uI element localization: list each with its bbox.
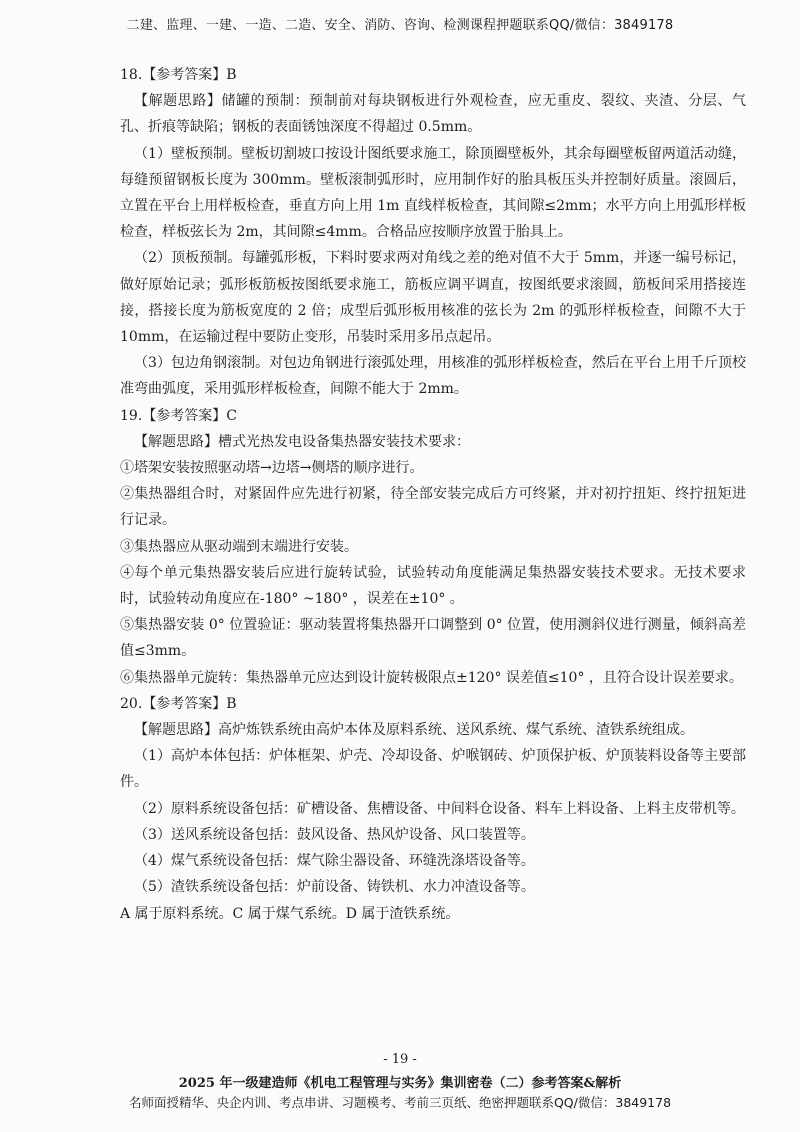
answer-19-item-4: ④每个单元集热器安装后应进行旋转试验，试验转动角度能满足集热器安装技术要求。无技术要求时，试验转动角度应在-180° ~180° ，误差在±10° 。 [120, 564, 746, 608]
answer-19-item-1: ①塔架安装按照驱动塔→边塔→侧塔的顺序进行。 [120, 460, 424, 477]
answer-20-item-2: （2）原料系统设备包括：矿槽设备、焦槽设备、中间料仓设备、料车上料设备、上料主皮带机等。 [134, 800, 745, 817]
answer-19-item-6: ⑥集热器单元旋转：集热器单元应达到设计旋转极限点±120° 误差值≤10° ，且符合设计误差要求。 [120, 669, 743, 686]
answer-19-heading: 19.【参考答案】C [120, 407, 237, 424]
answer-content [120, 62, 746, 927]
answer-18-heading: 18.【参考答案】B [120, 67, 237, 83]
answer-18-item-1: （1）壁板预制。壁板切割坡口按设计图纸要求施工，除顶圈壁板外，其余每圈壁板留两道活动缝，每缝预留钢板长度为 300mm。壁板滚制弧形时，应用制作好的胎具板压头并控制好质量。滚圆后，立置在平台上用样板检查，垂直方向上用 1m 直线样板检查，其间隙≤2mm；水平方向上用弧形样板检查，样板弦长为 2m，其间隙≤4mm。合格品应按顺序放置于胎具上。 [120, 145, 746, 241]
answer-19-item-2: ②集热器组合时，对紧固件应先进行初紧，待全部安装完成后方可终紧，并对初拧扭矩、终拧扭矩进行记录。 [120, 486, 746, 529]
answer-19-item-3: ③集热器应从驱动端到末端进行安装。 [120, 538, 358, 555]
answer-20-conclusion: A 属于原料系统。C 属于煤气系统。D 属于渣铁系统。 [120, 905, 460, 922]
page-number: - 19 - [383, 1052, 417, 1067]
answer-18-item-3: （3）包边角钢滚制。对包边角钢进行滚弧处理，用核准的弧形样板检查，然后在平台上用千斤顶校准弯曲弧度，采用弧形样板检查，间隙不能大于 2mm。 [120, 355, 746, 398]
footer-title: 2025 年一级建造师《机电工程管理与实务》集训密卷（二）参考答案&解析 [178, 1076, 622, 1091]
page-header: 二建、监理、一建、一造、二造、安全、消防、咨询、检测课程押题联系QQ/微信：3849178 [126, 18, 674, 33]
answer-20-heading: 20.【参考答案】B [120, 695, 237, 712]
answer-20-item-4: （4）煤气系统设备包括：煤气除尘器设备、环缝洗涤塔设备等。 [134, 853, 535, 870]
footer-ad: 名师面授精华、央企内训、考点串讲、习题模考、考前三页纸、绝密押题联系QQ/微信：3849178 [128, 1095, 672, 1110]
answer-20-item-3: （3）送风系统设备包括：鼓风设备、热风炉设备、风口装置等。 [134, 826, 535, 843]
answer-20-item-5: （5）渣铁系统设备包括：炉前设备、铸铁机、水力冲渣设备等。 [134, 879, 535, 896]
answer-18-explanation: 【解题思路】储罐的预制：预制前对每块钢板进行外观检查，应无重皮、裂纹、夹渣、分层、气孔、折痕等缺陷；钢板的表面锈蚀深度不得超过 0.5mm。 [120, 93, 746, 136]
answer-18-item-2: （2）顶板预制。每罐弧形板，下料时要求两对角线之差的绝对值不大于 5mm，并逐一编号标记，做好原始记录；弧形板筋板按图纸要求施工，筋板应调平调直，按图纸要求滚圆，筋板间采用搭接连接，搭接长度为筋板宽度的 2 倍；成型后弧形板用核准的弦长为 2m 的弧形样板检查，间隙不大于 10mm，在运输过程中要防止变形，吊装时采用多吊点起吊。 [120, 250, 746, 346]
answer-19-explanation: 【解题思路】槽式光热发电设备集热器安装技术要求： [134, 433, 470, 450]
answer-20-explanation: 【解题思路】高炉炼铁系统由高炉本体及原料系统、送风系统、煤气系统、渣铁系统组成。 [134, 722, 694, 739]
answer-19-item-5: ⑤集热器安装 0° 位置验证：驱动装置将集热器开口调整到 0° 位置，使用测斜仪进行测量，倾斜高差值≤3mm。 [120, 617, 746, 660]
answer-20-item-1: （1）高炉本体包括：炉体框架、炉壳、冷却设备、炉喉钢砖、炉顶保护板、炉顶装料设备等主要部件。 [120, 748, 746, 791]
